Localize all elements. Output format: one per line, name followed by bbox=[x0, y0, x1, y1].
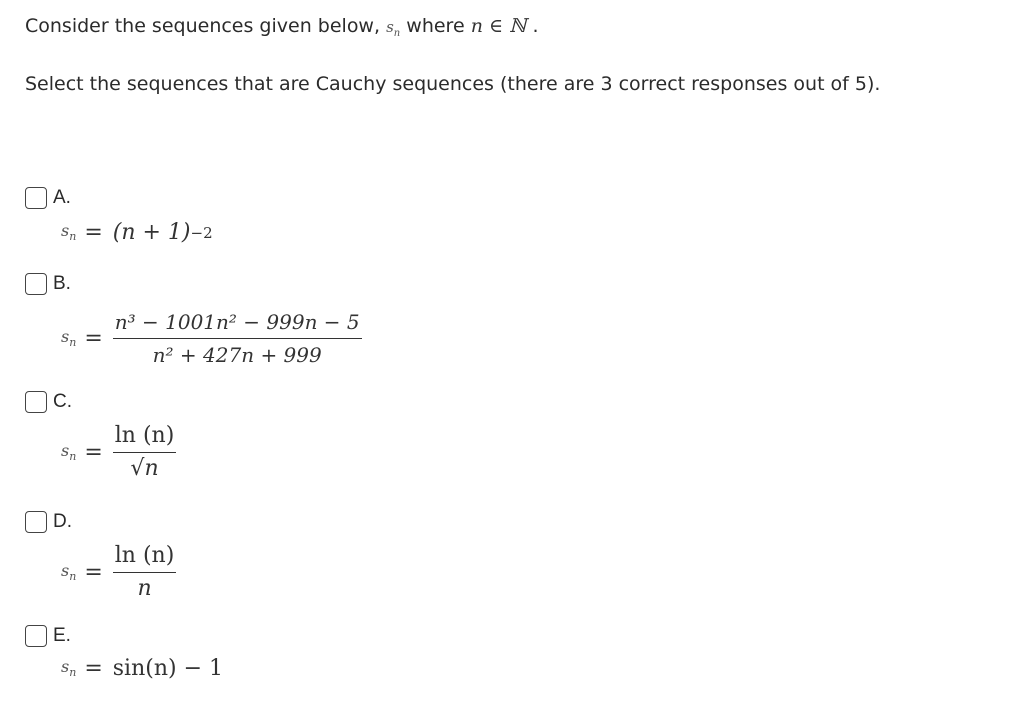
option-e-header bbox=[25, 622, 71, 650]
option-c[interactable] bbox=[25, 388, 625, 498]
question-instruction: Select the sequences that are Cauchy sequences (there are 3 correct responses out of 5). bbox=[25, 73, 881, 95]
option-d-formula bbox=[61, 542, 176, 603]
set-membership-expression: n ∈ ℕ bbox=[470, 15, 527, 37]
option-b-denominator: n² + 427n + 999 bbox=[152, 343, 322, 367]
option-c-lhs: $s_n$ bbox=[61, 441, 77, 464]
option-b-fraction-bar bbox=[113, 338, 362, 339]
option-b-header bbox=[25, 270, 71, 298]
option-c-numerator: ln (n) bbox=[114, 423, 175, 448]
question-line-1-period: . bbox=[532, 15, 539, 37]
option-c-checkbox[interactable] bbox=[25, 391, 47, 413]
option-a-header bbox=[25, 184, 71, 212]
option-b-formula bbox=[61, 308, 362, 369]
question-intro-text: Consider the sequences given below, bbox=[25, 15, 381, 37]
option-b-numerator: n³ − 1001n² − 999n − 5 bbox=[114, 310, 360, 334]
option-d-denominator: n bbox=[137, 576, 152, 601]
option-b-lhs: $s_n$ bbox=[61, 327, 77, 350]
option-d-numerator: ln (n) bbox=[114, 543, 175, 568]
option-a-checkbox[interactable] bbox=[25, 187, 47, 209]
option-c-fraction bbox=[113, 422, 177, 483]
option-d-letter: D. bbox=[53, 511, 72, 532]
question-where-text: where bbox=[406, 15, 465, 37]
option-a-lhs: $s_n$ bbox=[61, 221, 77, 244]
option-a-equals: = bbox=[84, 220, 103, 245]
option-b[interactable] bbox=[25, 270, 625, 380]
option-d-header bbox=[25, 508, 72, 536]
option-c-formula bbox=[61, 422, 176, 483]
option-d[interactable] bbox=[25, 508, 625, 618]
question-line-1 bbox=[25, 14, 539, 46]
option-a-letter: A. bbox=[53, 187, 71, 208]
option-a[interactable] bbox=[25, 184, 625, 264]
option-e-lhs: $s_n$ bbox=[61, 657, 77, 680]
option-b-equals: = bbox=[84, 326, 103, 351]
option-d-equals: = bbox=[84, 560, 103, 585]
option-a-exponent: −2 bbox=[190, 223, 213, 242]
option-d-lhs: $s_n$ bbox=[61, 561, 77, 584]
option-e-checkbox[interactable] bbox=[25, 625, 47, 647]
option-d-fraction-bar bbox=[113, 572, 177, 573]
sequence-symbol: $s_n$ bbox=[386, 18, 401, 39]
option-d-checkbox[interactable] bbox=[25, 511, 47, 533]
option-b-letter: B. bbox=[53, 273, 71, 294]
option-c-letter: C. bbox=[53, 391, 72, 412]
option-e-equals: = bbox=[84, 656, 103, 681]
option-d-fraction bbox=[113, 542, 177, 603]
option-e-formula bbox=[61, 656, 223, 681]
option-e-letter: E. bbox=[53, 625, 71, 646]
option-a-formula bbox=[61, 220, 213, 245]
option-c-equals: = bbox=[84, 440, 103, 465]
option-e-expression: sin(n) − 1 bbox=[112, 656, 223, 681]
option-c-denominator: √n bbox=[130, 456, 159, 481]
option-b-checkbox[interactable] bbox=[25, 273, 47, 295]
option-b-fraction bbox=[113, 308, 362, 369]
option-e[interactable] bbox=[25, 622, 625, 698]
option-c-fraction-bar bbox=[113, 452, 177, 453]
option-a-expression: (n + 1) bbox=[112, 220, 191, 245]
option-c-header bbox=[25, 388, 72, 416]
